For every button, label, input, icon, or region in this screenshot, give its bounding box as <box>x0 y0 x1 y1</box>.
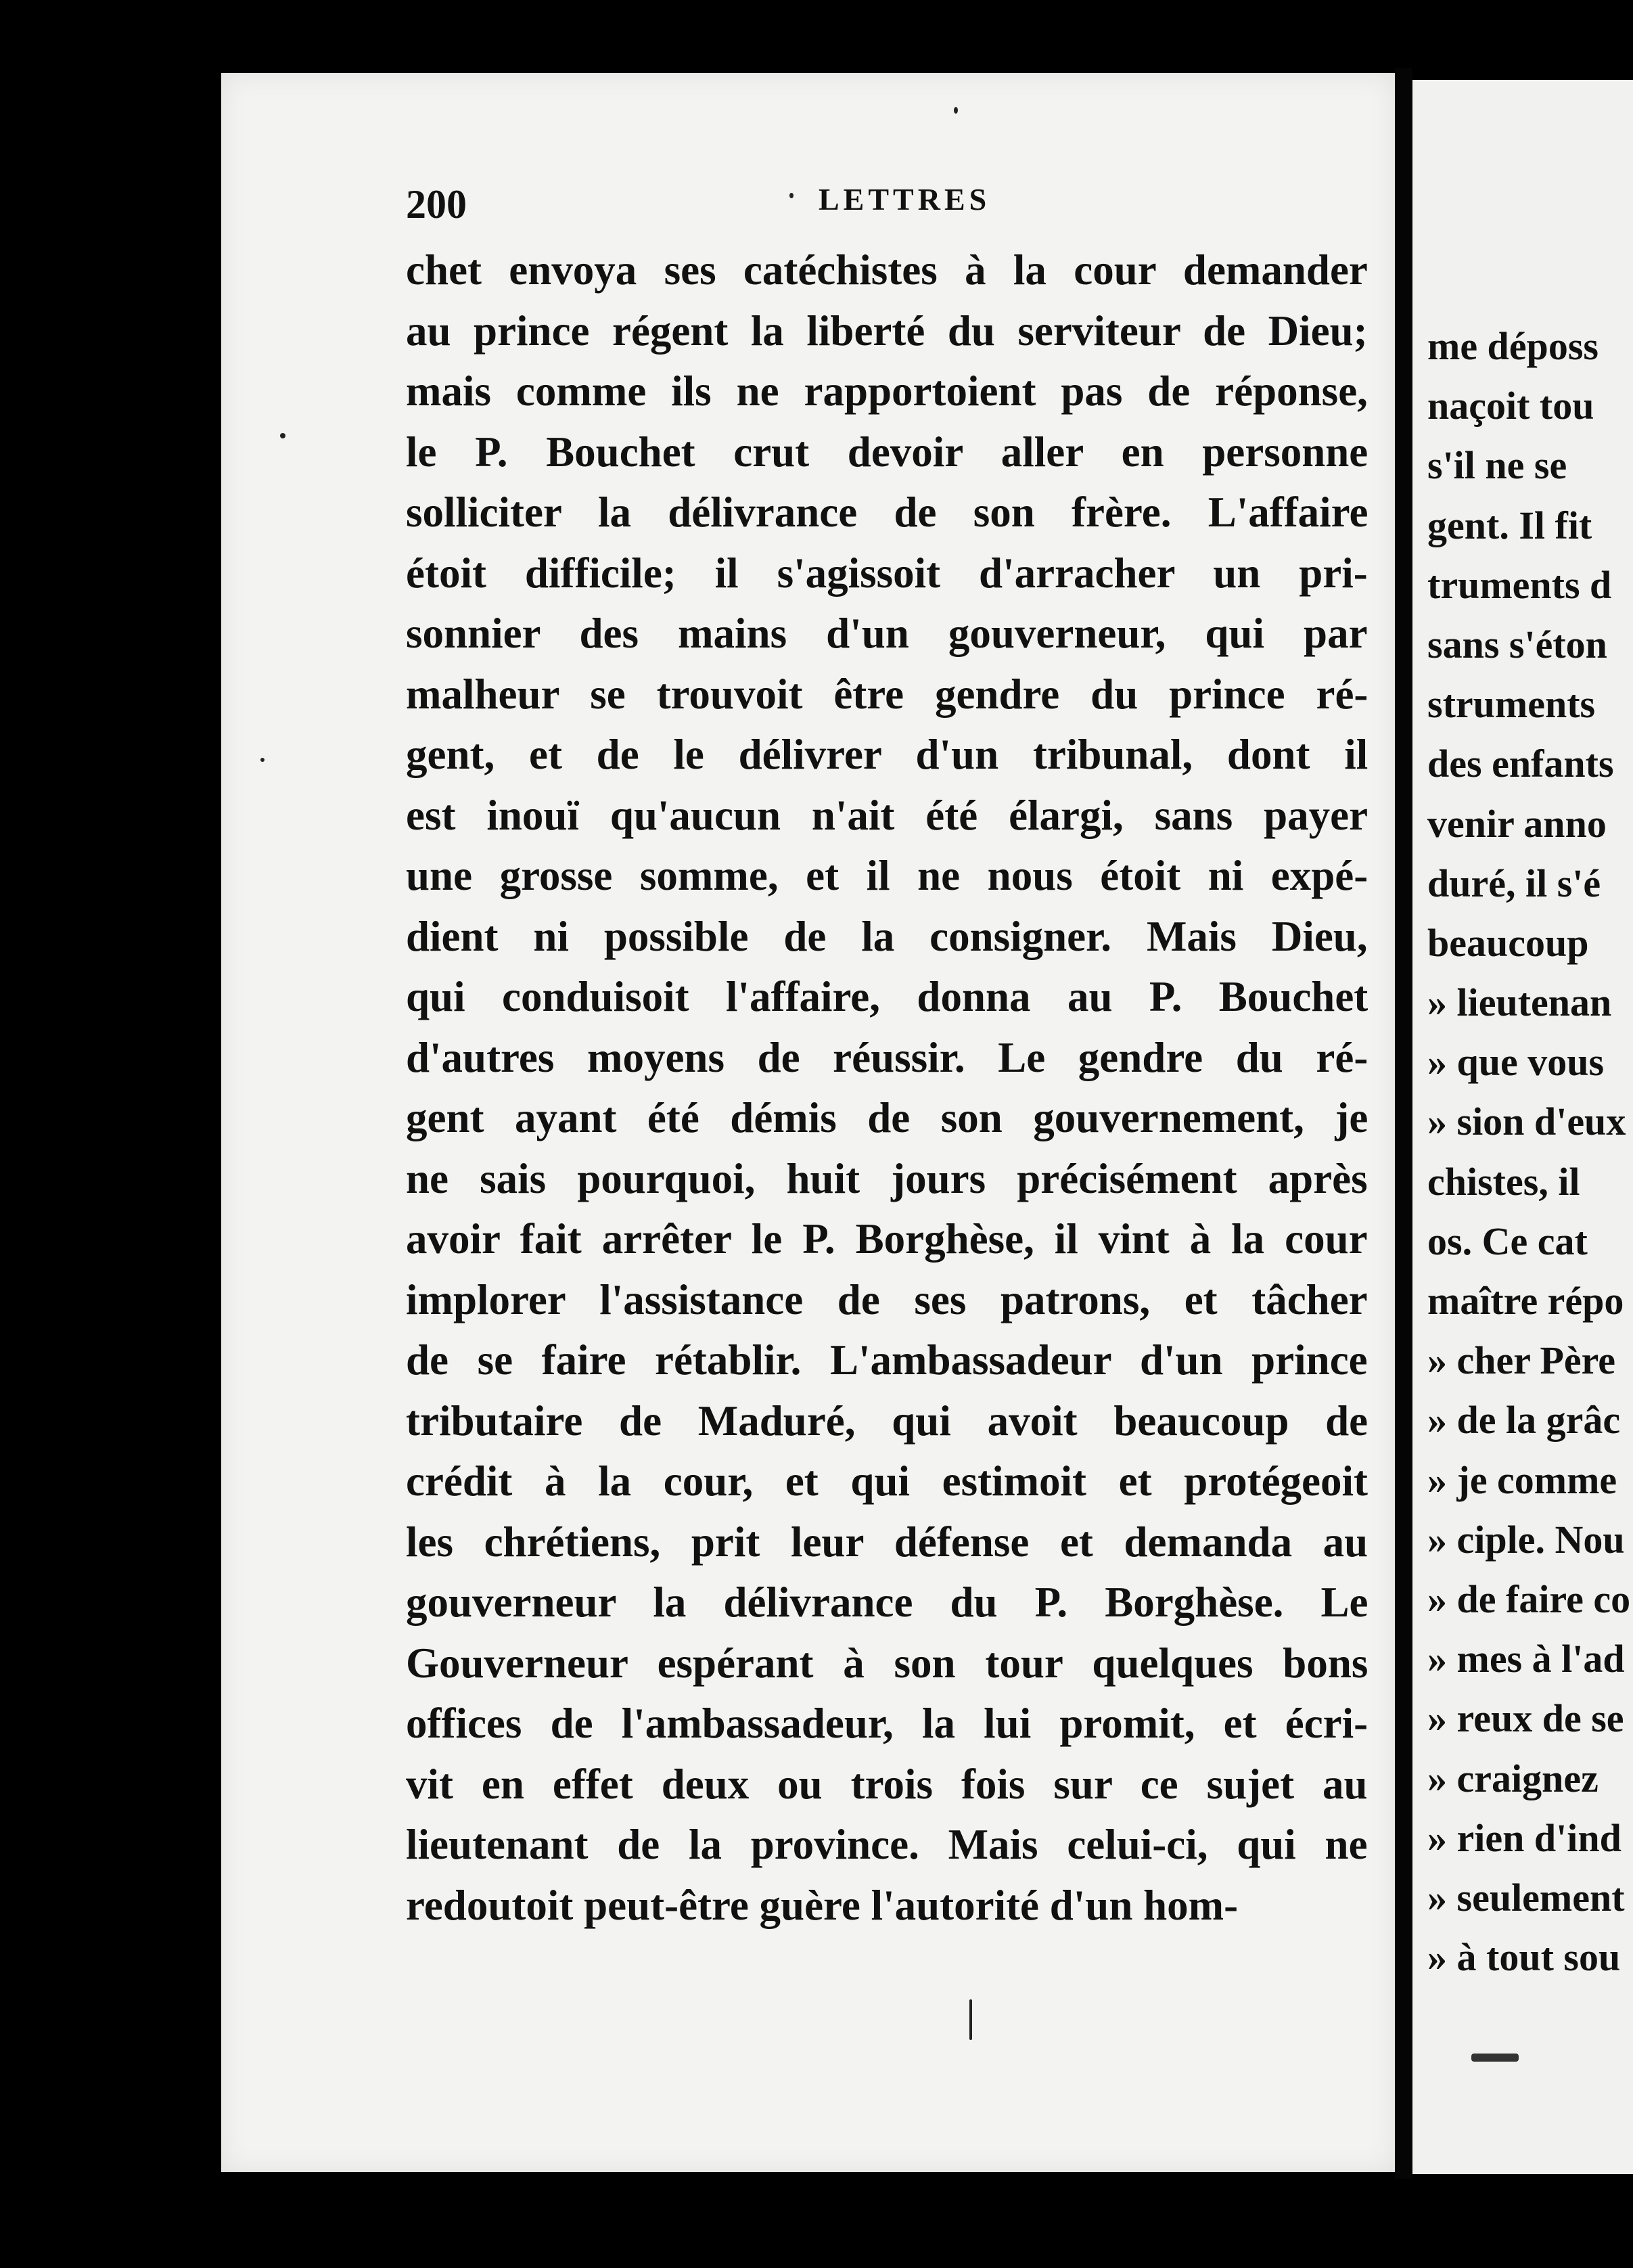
text-line: gent, et de le délivrer d'un tribunal, dont il <box>406 731 1368 778</box>
text-line: » seulement <box>1427 1875 1625 1920</box>
text-line: gouverneur la délivrance du P. Borghèse. Le <box>406 1579 1368 1626</box>
text-line: une grosse somme, et il ne nous étoit ni expé- <box>406 852 1368 899</box>
ink-speck <box>789 193 794 198</box>
text-line: gent. Il fit <box>1427 503 1592 547</box>
text-line: de se faire rétablir. L'ambassadeur d'un prince <box>406 1336 1368 1384</box>
text-line: tributaire de Maduré, qui avoit beaucoup de <box>406 1397 1368 1445</box>
ink-speck <box>1471 2054 1519 2062</box>
text-line: s'il ne se <box>1427 443 1567 488</box>
text-line: struments <box>1427 682 1596 727</box>
text-line: beaucoup <box>1427 920 1589 965</box>
text-line: naçoit tou <box>1427 384 1594 428</box>
text-line: dient ni possible de la consigner. Mais Dieu, <box>406 912 1368 960</box>
text-line: » je comme <box>1427 1457 1617 1502</box>
text-line: redoutoit peut-être guère l'autorité d'un hom- <box>406 1881 1239 1929</box>
text-line: » reux de se <box>1427 1696 1624 1741</box>
text-line: gent ayant été démis de son gouvernement, je <box>406 1094 1368 1141</box>
text-line: solliciter la délivrance de son frère. L'affaire <box>406 489 1368 536</box>
text-line: » lieutenan <box>1427 980 1612 1025</box>
text-line: ne sais pourquoi, huit jours précisément après <box>406 1154 1368 1202</box>
ink-speck <box>280 433 285 438</box>
text-line: » que vous <box>1427 1040 1605 1085</box>
text-line: des enfants <box>1427 742 1614 786</box>
text-line: me déposs <box>1427 324 1598 368</box>
text-line: malheur se trouvoit être gendre du prince ré- <box>406 670 1368 718</box>
text-line: » mes à l'ad <box>1427 1637 1625 1681</box>
text-line: » de la grâc <box>1427 1398 1621 1443</box>
ink-speck <box>260 758 264 762</box>
text-line: lieutenant de la province. Mais celui-ci, qui ne <box>406 1821 1368 1868</box>
text-line: qui conduisoit l'affaire, donna au P. Bouchet <box>406 973 1368 1020</box>
text-line: d'autres moyens de réussir. Le gendre du ré- <box>406 1033 1368 1081</box>
text-line: implorer l'assistance de ses patrons, et tâcher <box>406 1275 1368 1323</box>
text-line: » sion d'eux <box>1427 1099 1626 1144</box>
text-line: vit en effet deux ou trois fois sur ce sujet au <box>406 1760 1368 1808</box>
ink-speck <box>969 1999 972 2040</box>
text-line: chistes, il <box>1427 1159 1580 1204</box>
text-line: os. Ce cat <box>1427 1219 1588 1263</box>
text-line: chet envoya ses catéchistes à la cour demander <box>406 246 1368 294</box>
text-line: avoir fait arrêter le P. Borghèse, il vint à la cour <box>406 1215 1368 1263</box>
text-line: venir anno <box>1427 801 1607 846</box>
text-line: crédit à la cour, et qui estimoit et protégeoit <box>406 1457 1368 1505</box>
text-line: mais comme ils ne rapportoient pas de réponse, <box>406 367 1368 415</box>
text-line: est inouï qu'aucun n'ait été élargi, sans payer <box>406 791 1368 839</box>
text-line: les chrétiens, prit leur défense et demanda au <box>406 1518 1368 1566</box>
running-head: LETTRES <box>819 182 991 217</box>
text-line: étoit difficile; il s'agissoit d'arracher un pri- <box>406 549 1368 597</box>
text-line: » de faire co <box>1427 1577 1631 1621</box>
text-line: » cher Père <box>1427 1338 1616 1383</box>
right-page-body <box>1427 317 1633 1987</box>
text-line: » à tout sou <box>1427 1935 1621 1980</box>
text-line: » ciple. Nou <box>1427 1517 1625 1562</box>
text-line: » rien d'ind <box>1427 1815 1622 1860</box>
page-gutter <box>1395 68 1412 2179</box>
page-number: 200 <box>406 182 467 227</box>
ink-speck <box>954 107 958 114</box>
left-page-body <box>406 240 1368 1936</box>
text-line: sans s'éton <box>1427 622 1607 666</box>
text-line: maître répo <box>1427 1279 1624 1323</box>
text-line: truments d <box>1427 562 1612 607</box>
text-line: Gouverneur espérant à son tour quelques bons <box>406 1639 1368 1687</box>
text-line: au prince régent la liberté du serviteur de Dieu; <box>406 307 1368 355</box>
text-line: offices de l'ambassadeur, la lui promit, et écri- <box>406 1700 1368 1747</box>
text-line: le P. Bouchet crut devoir aller en personne <box>406 428 1368 476</box>
text-line: » craignez <box>1427 1756 1598 1800</box>
text-line: sonnier des mains d'un gouverneur, qui par <box>406 610 1368 657</box>
text-line: duré, il s'é <box>1427 861 1601 905</box>
